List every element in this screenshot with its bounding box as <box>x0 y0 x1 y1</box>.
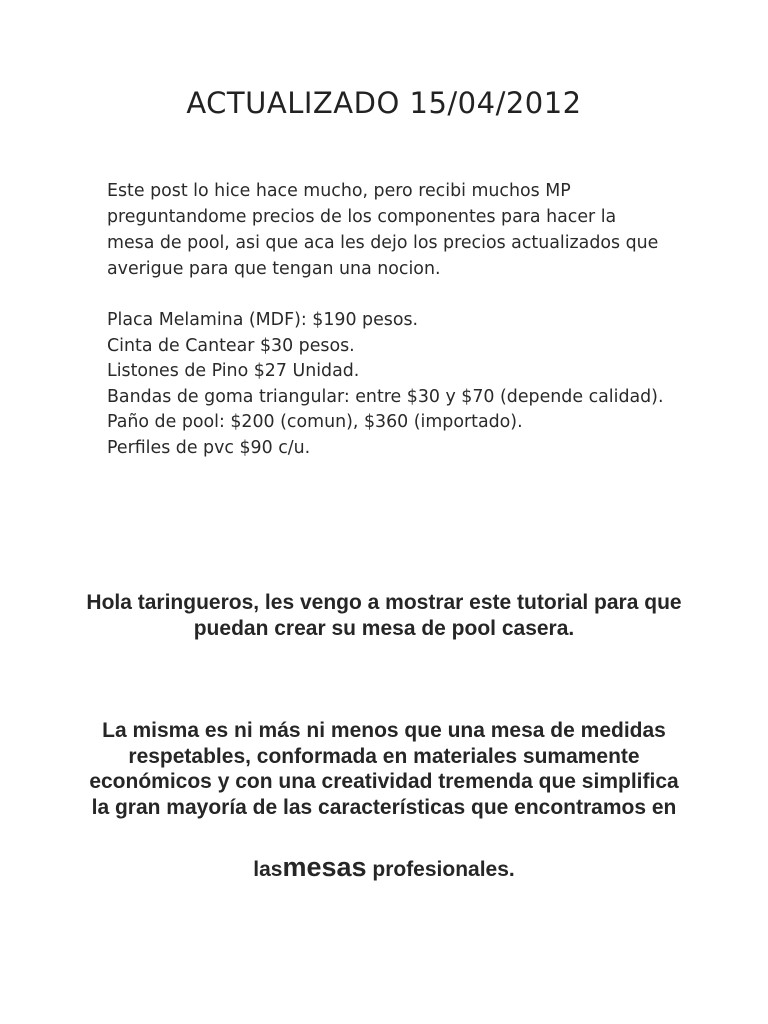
price-line: Placa Melamina (MDF): $190 pesos. <box>107 310 419 330</box>
closing-suffix: profesionales. <box>366 858 515 881</box>
document-title: ACTUALIZADO 15/04/2012 <box>186 86 582 120</box>
price-line: Listones de Pino $27 Unidad. <box>107 361 360 381</box>
price-line: Paño de pool: $200 (comun), $360 (importado). <box>107 412 523 432</box>
closing-prefix: las <box>253 858 283 881</box>
price-line: Perfiles de pvc $90 c/u. <box>107 437 311 458</box>
closing-line <box>84 852 684 883</box>
greeting-paragraph: Hola taringueros, les vengo a mostrar este tutorial para que puedan crear su mesa de pool casera. <box>86 591 682 640</box>
closing-emphasis: mesas <box>282 852 367 882</box>
price-line: Bandas de goma triangular: entre $30 y $70 (depende calidad). <box>107 386 664 407</box>
description-paragraph: La misma es ni más ni menos que una mesa de medidas respetables, conformada en materiales sumamente económicos y con una creatividad tremenda que simplifica la gran mayoría de las características que encontramos en <box>89 719 679 819</box>
price-list <box>107 308 667 461</box>
intro-paragraph: Este post lo hice hace mucho, pero recibi muchos MP preguntandome precios de los componentes para hacer la mesa de pool, asi que aca les dejo los precios actualizados que averigue para que tengan una nocion. <box>107 181 659 279</box>
price-line: Cinta de Cantear $30 pesos. <box>107 335 355 356</box>
